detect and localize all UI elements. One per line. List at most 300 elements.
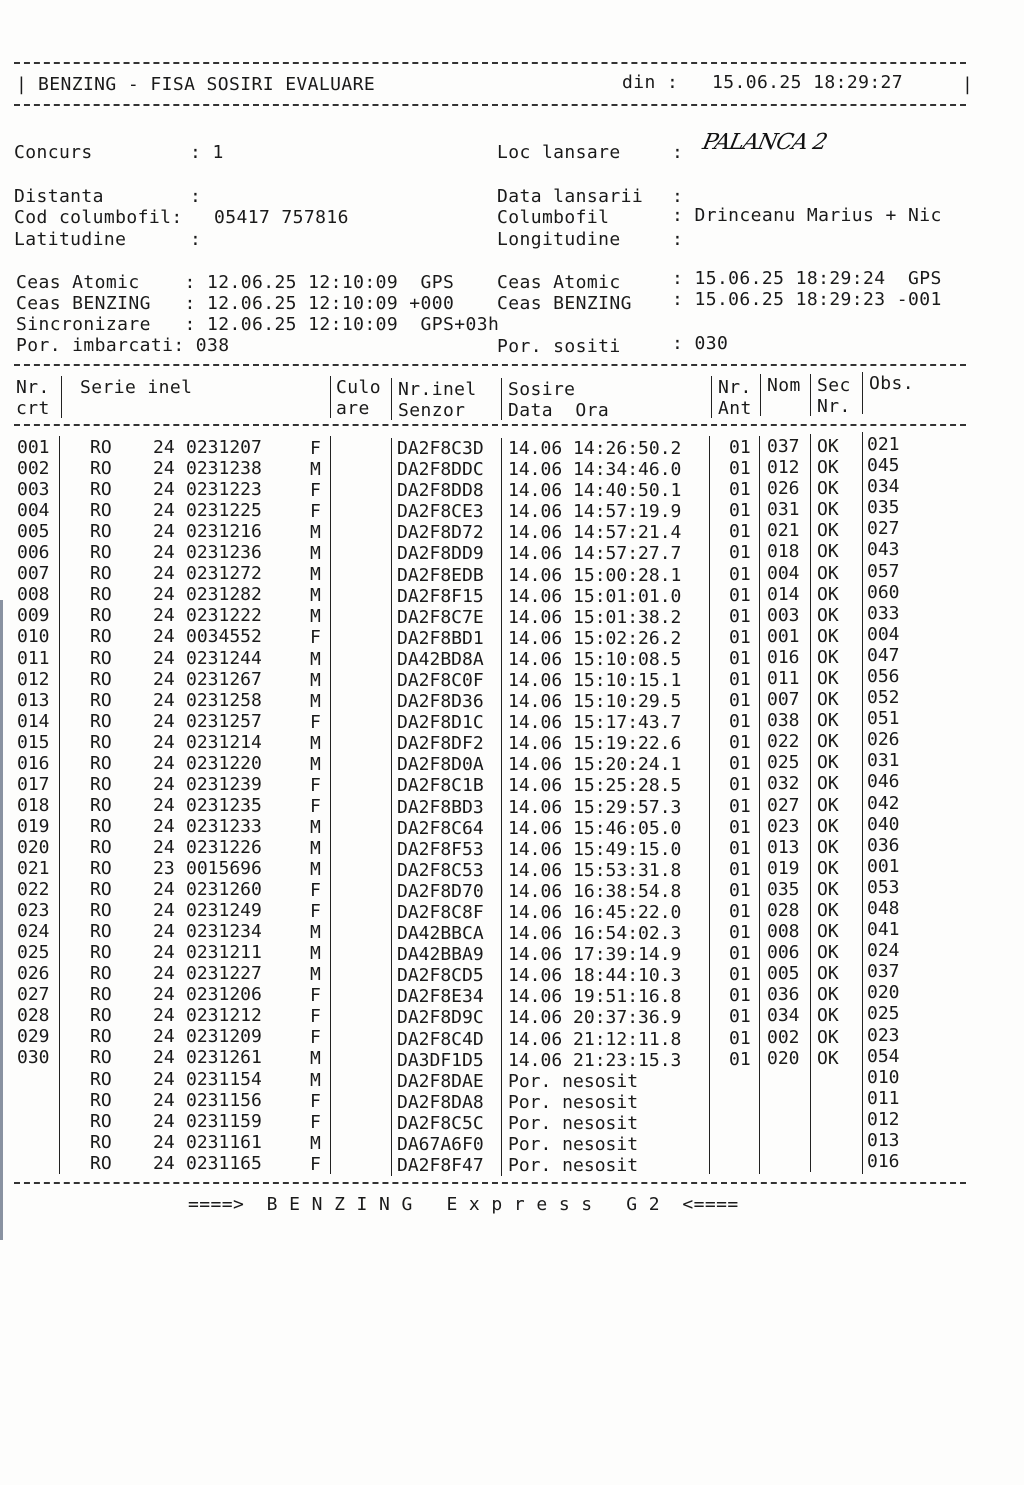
- row-antenna: 01: [729, 985, 751, 1007]
- row-nom: 025: [767, 752, 800, 774]
- row-antenna: 01: [729, 668, 751, 690]
- row-obs: 004: [867, 623, 900, 645]
- row-sex: M: [310, 753, 321, 775]
- row-ring: 0231211: [186, 942, 262, 964]
- row-sex: F: [310, 774, 321, 796]
- row-nr-crt: 007: [17, 563, 50, 585]
- row-sex: M: [310, 648, 321, 670]
- row-country: RO: [90, 1026, 112, 1048]
- row-nr-crt: 009: [17, 605, 50, 627]
- loc-lansare-handwritten: PALANCA 2: [700, 130, 829, 155]
- row-obs: 033: [867, 602, 900, 624]
- row-sec: OK: [817, 562, 839, 584]
- row-year: 24: [153, 521, 175, 543]
- row-country: RO: [90, 1005, 112, 1027]
- row-sensor: DA2F8E34: [397, 986, 484, 1008]
- row-arrival: 14.06 15:17:43.7: [508, 712, 682, 734]
- row-arrival: 14.06 16:45:22.0: [508, 901, 682, 923]
- row-sec: OK: [817, 646, 839, 668]
- row-nom: 005: [767, 963, 800, 985]
- row-nr-crt: 014: [17, 710, 50, 732]
- row-sensor: DA2F8DD8: [397, 480, 484, 502]
- row-sensor: DA2F8C53: [397, 859, 484, 881]
- columbofil-label: Columbofil: [497, 207, 610, 228]
- row-ring: 0231260: [186, 879, 262, 901]
- row-sensor: DA2F8BD1: [397, 627, 484, 649]
- row-ring: 0231236: [186, 542, 262, 564]
- row-sec: OK: [817, 921, 839, 943]
- clock-right-2-label: Ceas BENZING: [497, 293, 632, 314]
- row-arrival: 14.06 17:39:14.9: [508, 944, 682, 966]
- row-obs: 045: [867, 455, 900, 477]
- row-antenna: 01: [729, 753, 751, 775]
- row-year: 24: [153, 458, 175, 480]
- row-antenna: 01: [729, 943, 751, 965]
- row-ring: 0231227: [186, 963, 262, 985]
- page-edge-shadow: [0, 600, 3, 1240]
- body-vline-6: [759, 436, 760, 1174]
- row-ring: 0231154: [186, 1068, 262, 1090]
- row-obs: 047: [867, 644, 900, 666]
- row-sensor: DA2F8C0F: [397, 669, 484, 691]
- row-nom: 021: [767, 520, 800, 542]
- row-year: 24: [153, 879, 175, 901]
- loc-lansare-colon: :: [672, 142, 684, 163]
- row-sex: M: [310, 564, 321, 586]
- col-nr-crt-1: Nr.: [16, 377, 50, 398]
- columbofil-value: : Drinceanu Marius + Nic: [672, 205, 942, 226]
- row-sec: OK: [817, 752, 839, 774]
- row-sec: OK: [817, 963, 839, 985]
- por-sositi-value: : 030: [672, 333, 729, 354]
- row-country: RO: [90, 963, 112, 985]
- row-nom: 018: [767, 541, 800, 563]
- row-sensor: DA42BD8A: [397, 648, 484, 670]
- row-nom: 031: [767, 499, 800, 521]
- por-imbarcati: Por. imbarcati: 038: [16, 335, 230, 356]
- row-year: 24: [153, 1110, 175, 1132]
- longitudine-value: :: [672, 229, 684, 250]
- row-obs: 040: [867, 813, 900, 835]
- row-arrival: 14.06 15:46:05.0: [508, 817, 682, 839]
- row-antenna: 01: [729, 479, 751, 501]
- row-antenna: 01: [729, 542, 751, 564]
- row-obs: 054: [867, 1045, 900, 1067]
- row-arrival: 14.06 16:54:02.3: [508, 923, 682, 945]
- row-sec: OK: [817, 520, 839, 542]
- din-label: din :: [622, 72, 679, 93]
- row-sex: M: [310, 669, 321, 691]
- col-nr-crt-2: crt: [16, 398, 50, 419]
- row-antenna: 01: [729, 690, 751, 712]
- row-antenna: 01: [729, 900, 751, 922]
- row-year: 24: [153, 942, 175, 964]
- row-obs: 031: [867, 750, 900, 772]
- row-sensor: DA2F8CE3: [397, 501, 484, 523]
- row-year: 24: [153, 437, 175, 458]
- clock-right-1-value: : 15.06.25 18:29:24 GPS: [672, 268, 942, 289]
- row-sensor: DA2F8F47: [397, 1155, 484, 1177]
- row-arrival: Por. nesosit: [508, 1133, 639, 1155]
- row-obs: 037: [867, 961, 900, 983]
- row-sec: OK: [817, 499, 839, 521]
- row-obs: 036: [867, 834, 900, 856]
- clock-left-1: Ceas Atomic : 12.06.25 12:10:09 GPS: [16, 272, 455, 293]
- row-arrival: 14.06 14:26:50.2: [508, 438, 682, 459]
- row-sensor: DA67A6F0: [397, 1133, 484, 1155]
- row-sensor: DA2F8D0A: [397, 754, 484, 776]
- row-arrival: Por. nesosit: [508, 1155, 639, 1177]
- row-nom: 016: [767, 646, 800, 668]
- row-country: RO: [90, 858, 112, 879]
- row-ring: 0231282: [186, 584, 262, 606]
- row-year: 24: [153, 1026, 175, 1048]
- body-vline-7: [810, 434, 811, 1172]
- row-year: 24: [153, 1152, 175, 1174]
- row-nr-crt: 025: [17, 942, 50, 964]
- row-sex: F: [310, 1111, 321, 1133]
- row-sensor: DA2F8D72: [397, 522, 484, 544]
- row-obs: 035: [867, 497, 900, 519]
- row-nom: 007: [767, 689, 800, 711]
- hdr-vline-6: [760, 374, 761, 416]
- row-sec: OK: [817, 583, 839, 605]
- row-ring: 0231234: [186, 921, 262, 943]
- row-arrival: 14.06 14:40:50.1: [508, 480, 682, 502]
- col-nr-ant-1: Nr.: [718, 377, 752, 398]
- row-ring: 0231212: [186, 1005, 262, 1027]
- row-year: 24: [153, 815, 175, 837]
- divider-bottom: [14, 1182, 966, 1184]
- row-year: 24: [153, 647, 175, 669]
- row-country: RO: [90, 605, 112, 627]
- row-sex: M: [310, 859, 321, 880]
- row-ring: 0231258: [186, 689, 262, 711]
- row-nom: 022: [767, 731, 800, 753]
- row-sensor: DA2F8C4D: [397, 1028, 484, 1050]
- row-obs: 043: [867, 539, 900, 561]
- row-antenna: 01: [729, 521, 751, 543]
- row-nr-crt: 017: [17, 773, 50, 795]
- row-sec: OK: [817, 794, 839, 816]
- latitudine-value: :: [190, 229, 202, 250]
- row-nr-crt: 020: [17, 836, 50, 858]
- row-nr-crt: 002: [17, 458, 50, 480]
- row-sex: M: [310, 816, 321, 838]
- row-sensor: DA2F8C5C: [397, 1112, 484, 1134]
- distanta-value: :: [190, 186, 202, 207]
- row-arrival: 14.06 15:01:01.0: [508, 585, 682, 607]
- row-year: 24: [153, 479, 175, 501]
- row-sex: M: [310, 837, 321, 859]
- col-culoare-1: Culo: [336, 377, 381, 398]
- clock-left-3: Sincronizare : 12.06.25 12:10:09 GPS+03h: [16, 314, 500, 335]
- row-year: 24: [153, 836, 175, 858]
- row-year: 24: [153, 1047, 175, 1069]
- col-serie-inel: Serie inel: [80, 377, 193, 398]
- row-obs: 010: [867, 1066, 900, 1088]
- row-arrival: 14.06 19:51:16.8: [508, 986, 682, 1008]
- row-nom: 036: [767, 984, 800, 1006]
- row-sec: OK: [817, 984, 839, 1006]
- row-sensor: DA2F8C3D: [397, 438, 484, 459]
- row-sex: F: [310, 711, 321, 733]
- col-nr-inel-1: Nr.inel: [398, 379, 477, 400]
- col-nr-inel-2: Senzor: [398, 400, 466, 421]
- row-year: 24: [153, 731, 175, 753]
- row-year: 24: [153, 900, 175, 922]
- row-sec: OK: [817, 1026, 839, 1048]
- row-arrival: 14.06 15:10:15.1: [508, 669, 682, 691]
- hdr-vline-4: [501, 378, 502, 420]
- divider-top: [14, 62, 966, 64]
- row-country: RO: [90, 752, 112, 774]
- body-vline-3: [391, 438, 392, 1176]
- row-antenna: 01: [729, 626, 751, 648]
- row-nom: 013: [767, 836, 800, 858]
- row-antenna: 01: [729, 563, 751, 585]
- row-nr-crt: 003: [17, 479, 50, 501]
- row-year: 24: [153, 921, 175, 943]
- row-sec: OK: [817, 731, 839, 753]
- row-year: 24: [153, 668, 175, 690]
- row-sensor: DA2F8F53: [397, 838, 484, 860]
- row-ring: 0231223: [186, 479, 262, 501]
- row-sec: OK: [817, 436, 839, 457]
- row-antenna: 01: [729, 879, 751, 901]
- row-year: 24: [153, 1131, 175, 1153]
- row-sex: M: [310, 606, 321, 628]
- row-obs: 052: [867, 687, 900, 709]
- row-arrival: 14.06 15:02:26.2: [508, 627, 682, 649]
- row-ring: 0231225: [186, 500, 262, 522]
- row-country: RO: [90, 1068, 112, 1090]
- row-nr-crt: 004: [17, 500, 50, 522]
- divider-table-top: [14, 364, 966, 366]
- row-nr-crt: 005: [17, 521, 50, 543]
- row-sensor: DA2F8EDB: [397, 564, 484, 586]
- row-sensor: DA2F8DA8: [397, 1091, 484, 1113]
- row-sec: OK: [817, 604, 839, 626]
- col-sec-1: Sec: [817, 375, 851, 396]
- row-nr-crt: 010: [17, 626, 50, 648]
- row-obs: 027: [867, 518, 900, 540]
- col-culoare-2: are: [336, 398, 370, 419]
- hdr-vline-5: [711, 376, 712, 418]
- row-obs: 057: [867, 560, 900, 582]
- row-sec: OK: [817, 815, 839, 837]
- body-vline-4: [501, 438, 502, 1176]
- latitudine-label: Latitudine: [14, 229, 127, 250]
- row-sex: M: [310, 690, 321, 712]
- row-year: 24: [153, 752, 175, 774]
- row-arrival: 14.06 15:10:08.5: [508, 648, 682, 670]
- row-sensor: DA2F8D1C: [397, 712, 484, 734]
- row-nr-crt: 019: [17, 815, 50, 837]
- row-sex: F: [310, 480, 321, 502]
- data-lansarii-label: Data lansarii: [497, 186, 644, 207]
- row-nom: 003: [767, 604, 800, 626]
- col-nom: Nom: [767, 375, 801, 396]
- report-datetime: 15.06.25 18:29:27: [712, 72, 904, 93]
- concurs-label: Concurs: [14, 142, 93, 163]
- row-sensor: DA2F8DDC: [397, 459, 484, 481]
- row-country: RO: [90, 542, 112, 564]
- row-country: RO: [90, 689, 112, 711]
- row-obs: 048: [867, 897, 900, 919]
- row-antenna: 01: [729, 858, 751, 880]
- row-year: 24: [153, 963, 175, 985]
- row-sex: M: [310, 943, 321, 965]
- row-ring: 0231272: [186, 563, 262, 585]
- row-obs: 016: [867, 1151, 900, 1173]
- row-nom: 032: [767, 773, 800, 795]
- row-nom: 028: [767, 899, 800, 921]
- row-year: 24: [153, 626, 175, 648]
- row-country: RO: [90, 1089, 112, 1111]
- row-ring: 0231238: [186, 458, 262, 480]
- row-obs: 021: [867, 434, 900, 455]
- row-nom: 034: [767, 1005, 800, 1027]
- row-nom: 011: [767, 667, 800, 689]
- row-country: RO: [90, 1047, 112, 1069]
- row-year: 24: [153, 1089, 175, 1111]
- row-ring: 0231216: [186, 521, 262, 543]
- row-country: RO: [90, 942, 112, 964]
- row-obs: 026: [867, 729, 900, 751]
- body-vline-1: [59, 436, 60, 1174]
- footer-brand: ====> B E N Z I N G E x p r e s s G 2 <====: [188, 1194, 739, 1215]
- divider-header: [14, 104, 966, 106]
- row-arrival: 14.06 15:10:29.5: [508, 691, 682, 713]
- row-nom: 004: [767, 562, 800, 584]
- row-ring: 0231161: [186, 1131, 262, 1153]
- row-sex: M: [310, 459, 321, 481]
- row-sex: M: [310, 1048, 321, 1070]
- row-antenna: 01: [729, 1006, 751, 1028]
- row-ring: 0231209: [186, 1026, 262, 1048]
- row-sec: OK: [817, 710, 839, 732]
- row-ring: 0231159: [186, 1110, 262, 1132]
- row-sensor: DA2F8DAE: [397, 1070, 484, 1092]
- row-ring: 0231267: [186, 668, 262, 690]
- body-vline-5: [709, 436, 710, 1174]
- row-sensor: DA2F8D36: [397, 691, 484, 713]
- row-sex: F: [310, 501, 321, 523]
- row-nom: 014: [767, 583, 800, 605]
- row-obs: 024: [867, 940, 900, 962]
- longitudine-label: Longitudine: [497, 229, 621, 250]
- header-bar-left: |: [16, 74, 28, 95]
- row-nr-crt: 018: [17, 794, 50, 816]
- divider-table-header: [14, 424, 966, 426]
- row-obs: 034: [867, 476, 900, 498]
- row-ring: 0231214: [186, 731, 262, 753]
- row-nom: 020: [767, 1047, 800, 1069]
- row-arrival: 14.06 15:20:24.1: [508, 754, 682, 776]
- row-antenna: 01: [729, 964, 751, 986]
- row-antenna: 01: [729, 647, 751, 669]
- row-arrival: Por. nesosit: [508, 1070, 639, 1092]
- row-nom: 019: [767, 857, 800, 879]
- row-antenna: 01: [729, 500, 751, 522]
- row-sex: M: [310, 585, 321, 607]
- row-nr-crt: 028: [17, 1005, 50, 1027]
- row-obs: 012: [867, 1108, 900, 1130]
- row-nr-crt: 013: [17, 689, 50, 711]
- row-sex: F: [310, 795, 321, 817]
- row-obs: 060: [867, 581, 900, 603]
- row-nr-crt: 027: [17, 984, 50, 1006]
- row-antenna: 01: [729, 458, 751, 480]
- row-ring: 0231249: [186, 900, 262, 922]
- row-sec: OK: [817, 1005, 839, 1027]
- row-nom: 026: [767, 478, 800, 500]
- row-antenna: 01: [729, 795, 751, 817]
- row-antenna: 01: [729, 774, 751, 796]
- row-country: RO: [90, 584, 112, 606]
- row-arrival: 14.06 15:29:57.3: [508, 796, 682, 818]
- row-sec: OK: [817, 857, 839, 879]
- row-nr-crt: 021: [17, 858, 50, 879]
- row-sex: F: [310, 1006, 321, 1028]
- row-year: 24: [153, 605, 175, 627]
- row-nr-crt: 011: [17, 647, 50, 669]
- row-sex: F: [310, 1090, 321, 1112]
- row-sec: OK: [817, 478, 839, 500]
- row-sex: F: [310, 880, 321, 902]
- row-antenna: 01: [729, 711, 751, 733]
- row-obs: 001: [867, 855, 900, 877]
- row-ring: 0231207: [186, 437, 262, 458]
- row-nom: 038: [767, 710, 800, 732]
- row-nr-crt: 016: [17, 752, 50, 774]
- row-sensor: DA2F8DF2: [397, 733, 484, 755]
- row-obs: 042: [867, 792, 900, 814]
- row-country: RO: [90, 500, 112, 522]
- clock-right-2-value: : 15.06.25 18:29:23 -001: [672, 289, 942, 310]
- concurs-value: : 1: [190, 142, 224, 163]
- row-country: RO: [90, 437, 112, 458]
- row-sec: OK: [817, 689, 839, 711]
- row-country: RO: [90, 836, 112, 858]
- row-ring: 0231165: [186, 1152, 262, 1174]
- row-sec: OK: [817, 773, 839, 795]
- col-nr-ant-2: Ant: [718, 398, 752, 419]
- row-obs: 051: [867, 708, 900, 730]
- cod-columbofil-value: 05417 757816: [214, 207, 349, 228]
- row-ring: 0231239: [186, 773, 262, 795]
- hdr-vline-1: [61, 376, 62, 418]
- hdr-vline-8: [862, 372, 863, 414]
- row-country: RO: [90, 668, 112, 690]
- row-obs: 041: [867, 919, 900, 941]
- row-country: RO: [90, 731, 112, 753]
- row-sec: OK: [817, 836, 839, 858]
- row-obs: 046: [867, 771, 900, 793]
- row-arrival: 14.06 14:34:46.0: [508, 459, 682, 481]
- row-sec: OK: [817, 457, 839, 479]
- row-country: RO: [90, 900, 112, 922]
- row-sec: OK: [817, 625, 839, 647]
- row-sensor: DA2F8DD9: [397, 543, 484, 565]
- row-year: 23: [153, 858, 175, 879]
- row-ring: 0231220: [186, 752, 262, 774]
- row-nom: 035: [767, 878, 800, 900]
- row-ring: 0231233: [186, 815, 262, 837]
- row-sensor: DA2F8D70: [397, 880, 484, 902]
- row-antenna: 01: [729, 1048, 751, 1070]
